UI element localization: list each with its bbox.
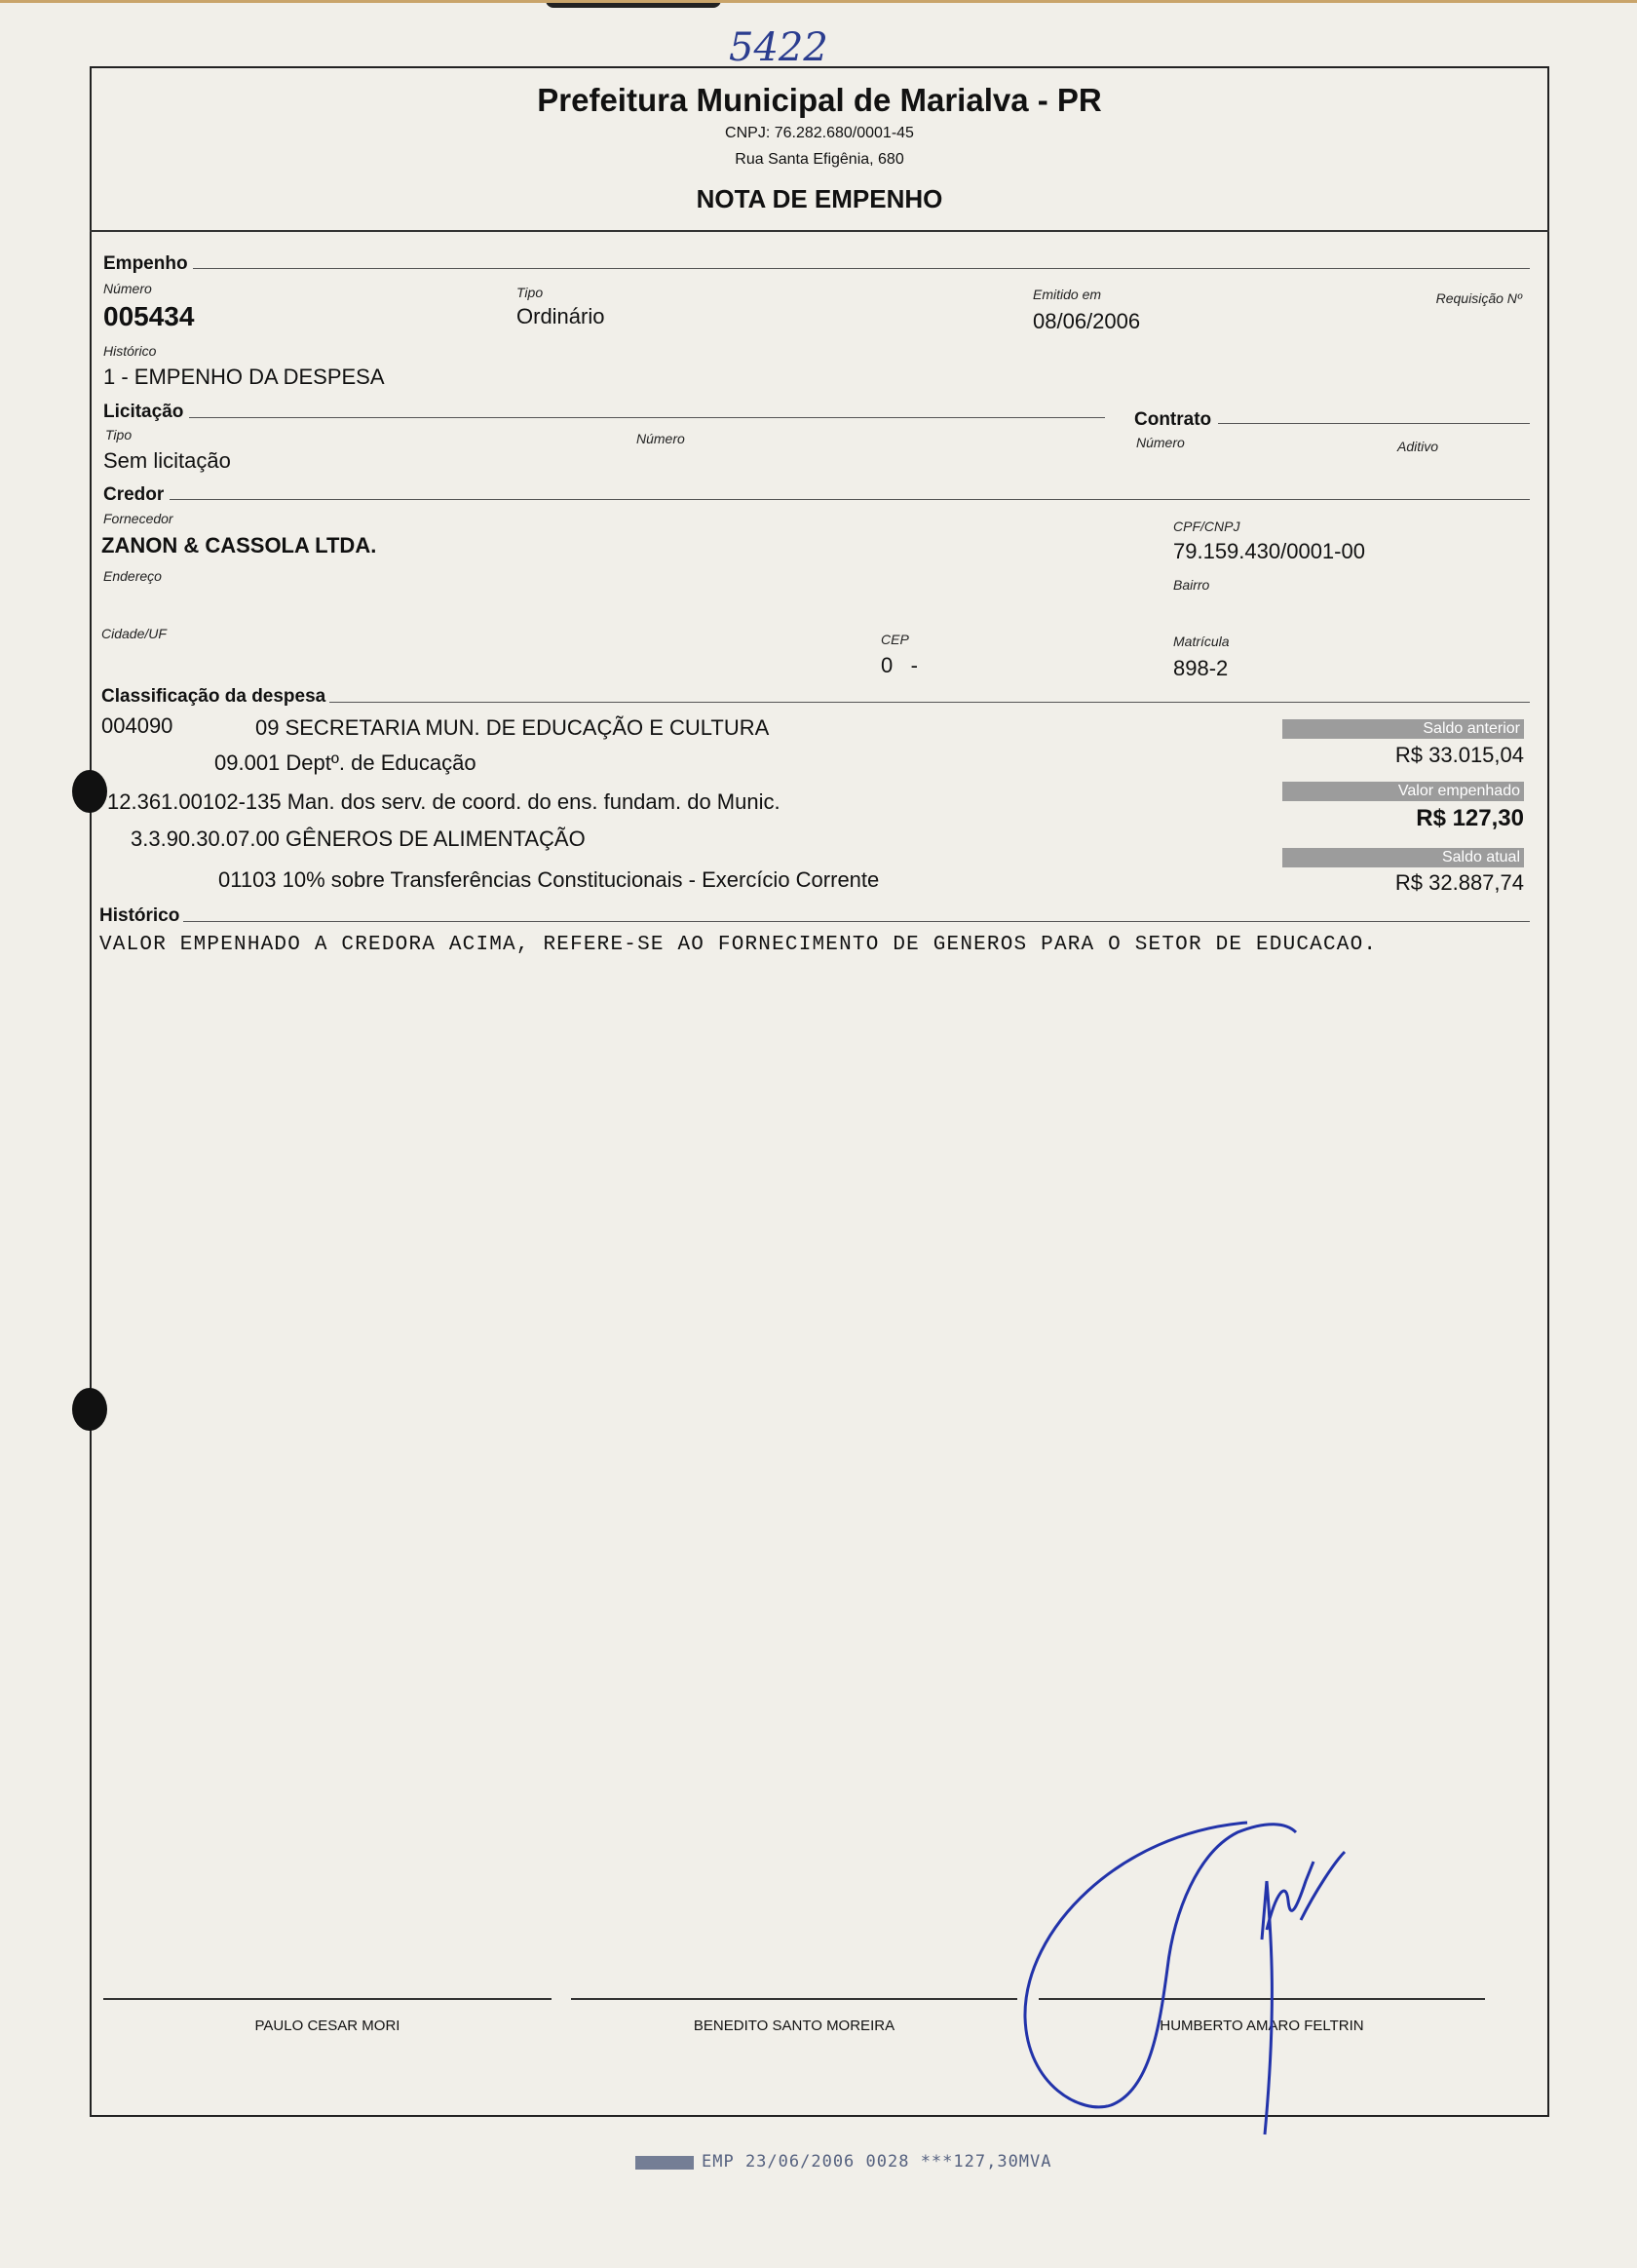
valor-empenhado-value: R$ 127,30 [1416,805,1524,831]
classificacao-natureza: 3.3.90.30.07.00 GÊNEROS DE ALIMENTAÇÃO [131,826,586,851]
empenho-numero-label: Número [103,281,152,296]
fornecedor-label: Fornecedor [103,511,173,526]
section-historico: Histórico [99,905,180,926]
cidade-uf-label: Cidade/UF [101,626,167,641]
signature-line-1 [103,1998,552,2000]
cpf-cnpj-value: 79.159.430/0001-00 [1173,539,1365,563]
classificacao-orgao: 09 SECRETARIA MUN. DE EDUCAÇÃO E CULTURA [255,715,770,740]
classificacao-funcional: 12.361.00102-135 Man. dos serv. de coord. do ens. fundam. do Munic. [107,789,780,814]
handwritten-number: 5422 [729,25,828,70]
classificacao-fonte: 01103 10% sobre Transferências Constitucionais - Exercício Corrente [218,867,880,892]
org-title: Prefeitura Municipal de Marialva - PR [537,82,1102,118]
credor-rule [170,499,1530,500]
handwritten-signature [1004,1793,1413,2144]
empenho-emitido: 08/06/2006 [1033,309,1141,333]
section-classificacao: Classificação da despesa [101,686,326,707]
org-address: Rua Santa Efigênia, 680 [735,151,904,168]
doc-title: NOTA DE EMPENHO [696,184,943,213]
licitacao-tipo-label: Tipo [105,427,133,442]
classificacao-code: 004090 [101,713,173,738]
scan-edge [0,0,1637,3]
empenho-tipo-label: Tipo [516,285,544,300]
saldo-atual-value: R$ 32.887,74 [1394,870,1524,895]
empenho-tipo: Ordinário [516,304,605,328]
empenho-numero: 005434 [103,301,195,331]
cep-value: 0 - [881,653,918,677]
licitacao-tipo: Sem licitação [103,448,231,473]
contrato-rule [1218,423,1530,424]
endereco-label: Endereço [103,568,162,584]
cpf-cnpj-label: CPF/CNPJ [1173,519,1240,534]
header-divider [90,230,1549,232]
licitacao-rule [189,417,1105,418]
classificacao-rule [329,702,1530,703]
binder-hole-top [72,770,107,813]
footer-stamp: EMP 23/06/2006 0028 ***127,30MVA [702,2152,1052,2172]
section-empenho: Empenho [103,253,188,274]
org-cnpj: CNPJ: 76.282.680/0001-45 [725,125,914,141]
section-licitacao: Licitação [103,402,184,422]
contrato-numero-label: Número [1136,435,1185,450]
saldo-anterior-value: R$ 33.015,04 [1394,743,1524,767]
section-contrato: Contrato [1134,409,1212,430]
footer-stamp-mark [635,2156,694,2170]
binder-hole-bottom [72,1388,107,1431]
requisicao-label: Requisição Nº [1435,290,1522,306]
section-credor: Credor [103,484,165,505]
empenho-rule [193,268,1530,269]
saldo-atual-label: Saldo atual [1282,848,1524,867]
licitacao-numero-label: Número [636,431,685,446]
fornecedor-name: ZANON & CASSOLA LTDA. [101,533,377,557]
historico-rule [183,921,1530,922]
saldo-anterior-label: Saldo anterior [1282,719,1524,739]
empenho-emitido-label: Emitido em [1033,287,1102,302]
signature-name-1: PAULO CESAR MORI [254,2018,400,2034]
classificacao-unidade: 09.001 Deptº. de Educação [214,750,476,775]
signature-line-2 [571,1998,1017,2000]
matricula-label: Matrícula [1173,634,1230,649]
empenho-historico-label: Histórico [103,343,157,359]
contrato-aditivo-label: Aditivo [1397,439,1439,454]
cep-label: CEP [881,632,909,647]
empenho-historico: 1 - EMPENHO DA DESPESA [103,365,385,389]
historico-text: VALOR EMPENHADO A CREDORA ACIMA, REFERE-SE AO FORNECIMENTO DE GENEROS PARA O SETOR DE EDUCACAO. [99,934,1378,956]
signature-name-2: BENEDITO SANTO MOREIRA [693,2018,895,2034]
valor-empenhado-label: Valor empenhado [1282,782,1524,801]
matricula-value: 898-2 [1173,656,1229,680]
signature-name-3: HUMBERTO AMARO FELTRIN [1160,2018,1364,2034]
bairro-label: Bairro [1173,577,1210,593]
